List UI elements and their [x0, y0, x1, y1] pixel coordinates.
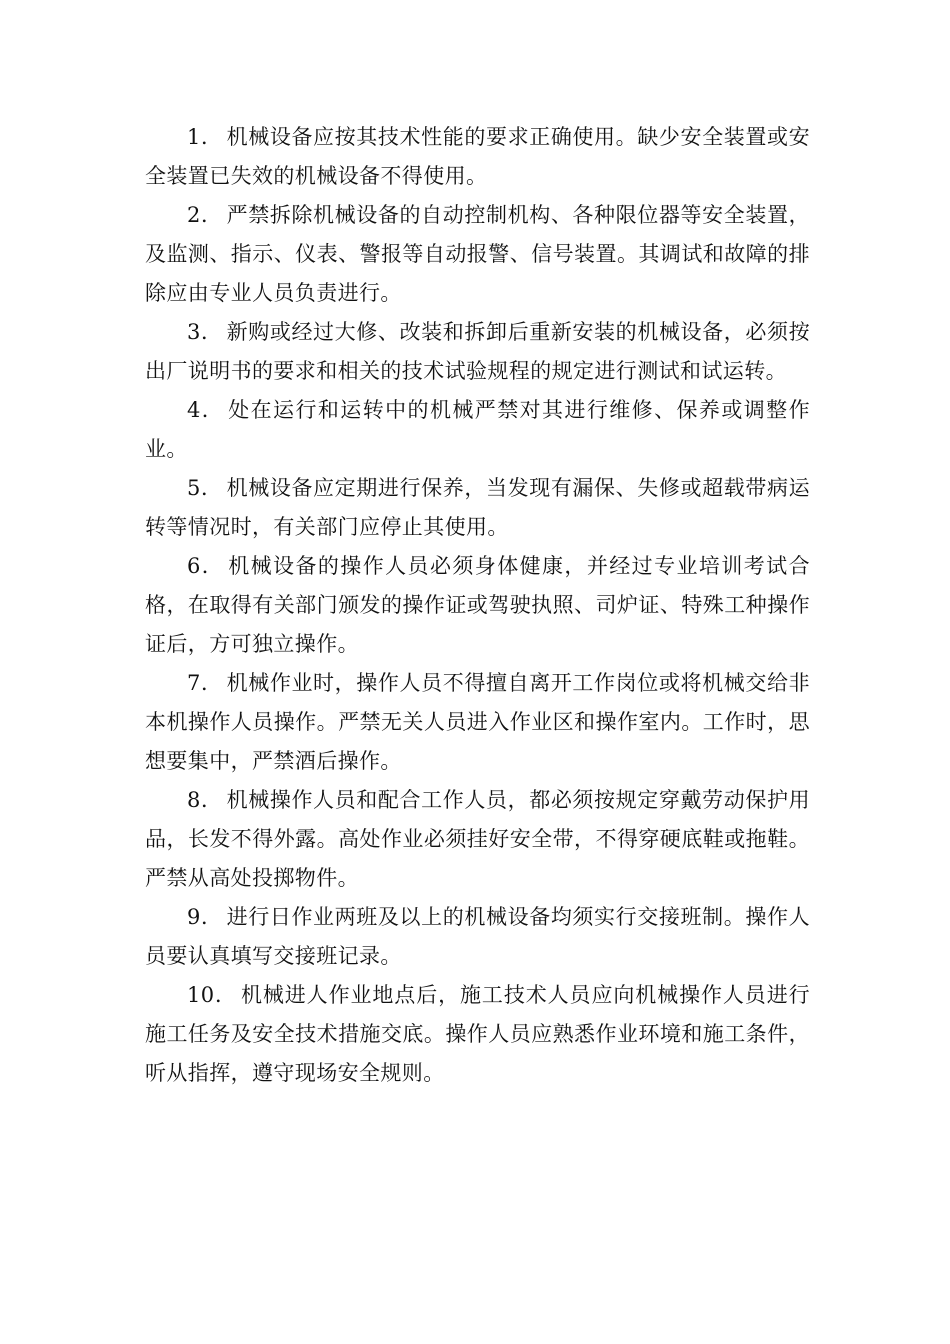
- document-body: [145, 118, 810, 1093]
- paragraph-number: 10．: [187, 983, 237, 1007]
- paragraph-number: 7．: [187, 671, 223, 695]
- paragraph-text: 机械设备应按其技术性能的要求正确使用。缺少安全装置或安全装置已失效的机械设备不得使用。: [145, 125, 810, 188]
- paragraph-text: 进行日作业两班及以上的机械设备均须实行交接班制。操作人员要认真填写交接班记录。: [145, 905, 810, 968]
- paragraph-text: 机械进人作业地点后，施工技术人员应向机械操作人员进行施工任务及安全技术措施交底。操作人员应熟悉作业环境和施工条件，听从指挥，遵守现场安全规则。: [145, 983, 810, 1085]
- paragraph-text: 严禁拆除机械设备的自动控制机构、各种限位器等安全装置，及监测、指示、仪表、警报等自动报警、信号装置。其调试和故障的排除应由专业人员负责进行。: [145, 203, 810, 305]
- paragraph-number: 1．: [187, 125, 223, 149]
- paragraph-number: 8．: [187, 788, 223, 812]
- paragraph-number: 6．: [187, 554, 225, 578]
- paragraph-1: [145, 118, 810, 196]
- paragraph-5: [145, 469, 810, 547]
- paragraph-4: [145, 391, 810, 469]
- paragraph-number: 9．: [187, 905, 223, 929]
- paragraph-text: 机械作业时，操作人员不得擅自离开工作岗位或将机械交给非本机操作人员操作。严禁无关人员进入作业区和操作室内。工作时，思想要集中，严禁酒后操作。: [145, 671, 810, 773]
- paragraph-3: [145, 313, 810, 391]
- paragraph-text: 机械设备应定期进行保养，当发现有漏保、失修或超载带病运转等情况时，有关部门应停止其使用。: [145, 476, 810, 539]
- paragraph-number: 5．: [187, 476, 223, 500]
- paragraph-text: 处在运行和运转中的机械严禁对其进行维修、保养或调整作业。: [145, 398, 810, 461]
- paragraph-text: 机械设备的操作人员必须身体健康，并经过专业培训考试合格，在取得有关部门颁发的操作证或驾驶执照、司炉证、特殊工种操作证后，方可独立操作。: [145, 554, 810, 656]
- paragraph-number: 2．: [187, 203, 223, 227]
- paragraph-text: 新购或经过大修、改装和拆卸后重新安装的机械设备，必须按出厂说明书的要求和相关的技术试验规程的规定进行测试和试运转。: [145, 320, 810, 383]
- paragraph-7: [145, 664, 810, 781]
- paragraph-6: [145, 547, 810, 664]
- paragraph-8: [145, 781, 810, 898]
- paragraph-text: 机械操作人员和配合工作人员，都必须按规定穿戴劳动保护用品，长发不得外露。高处作业必须挂好安全带，不得穿硬底鞋或拖鞋。严禁从高处投掷物件。: [145, 788, 810, 890]
- paragraph-10: [145, 976, 810, 1093]
- paragraph-9: [145, 898, 810, 976]
- paragraph-number: 4．: [187, 398, 225, 422]
- paragraph-2: [145, 196, 810, 313]
- paragraph-number: 3．: [187, 320, 223, 344]
